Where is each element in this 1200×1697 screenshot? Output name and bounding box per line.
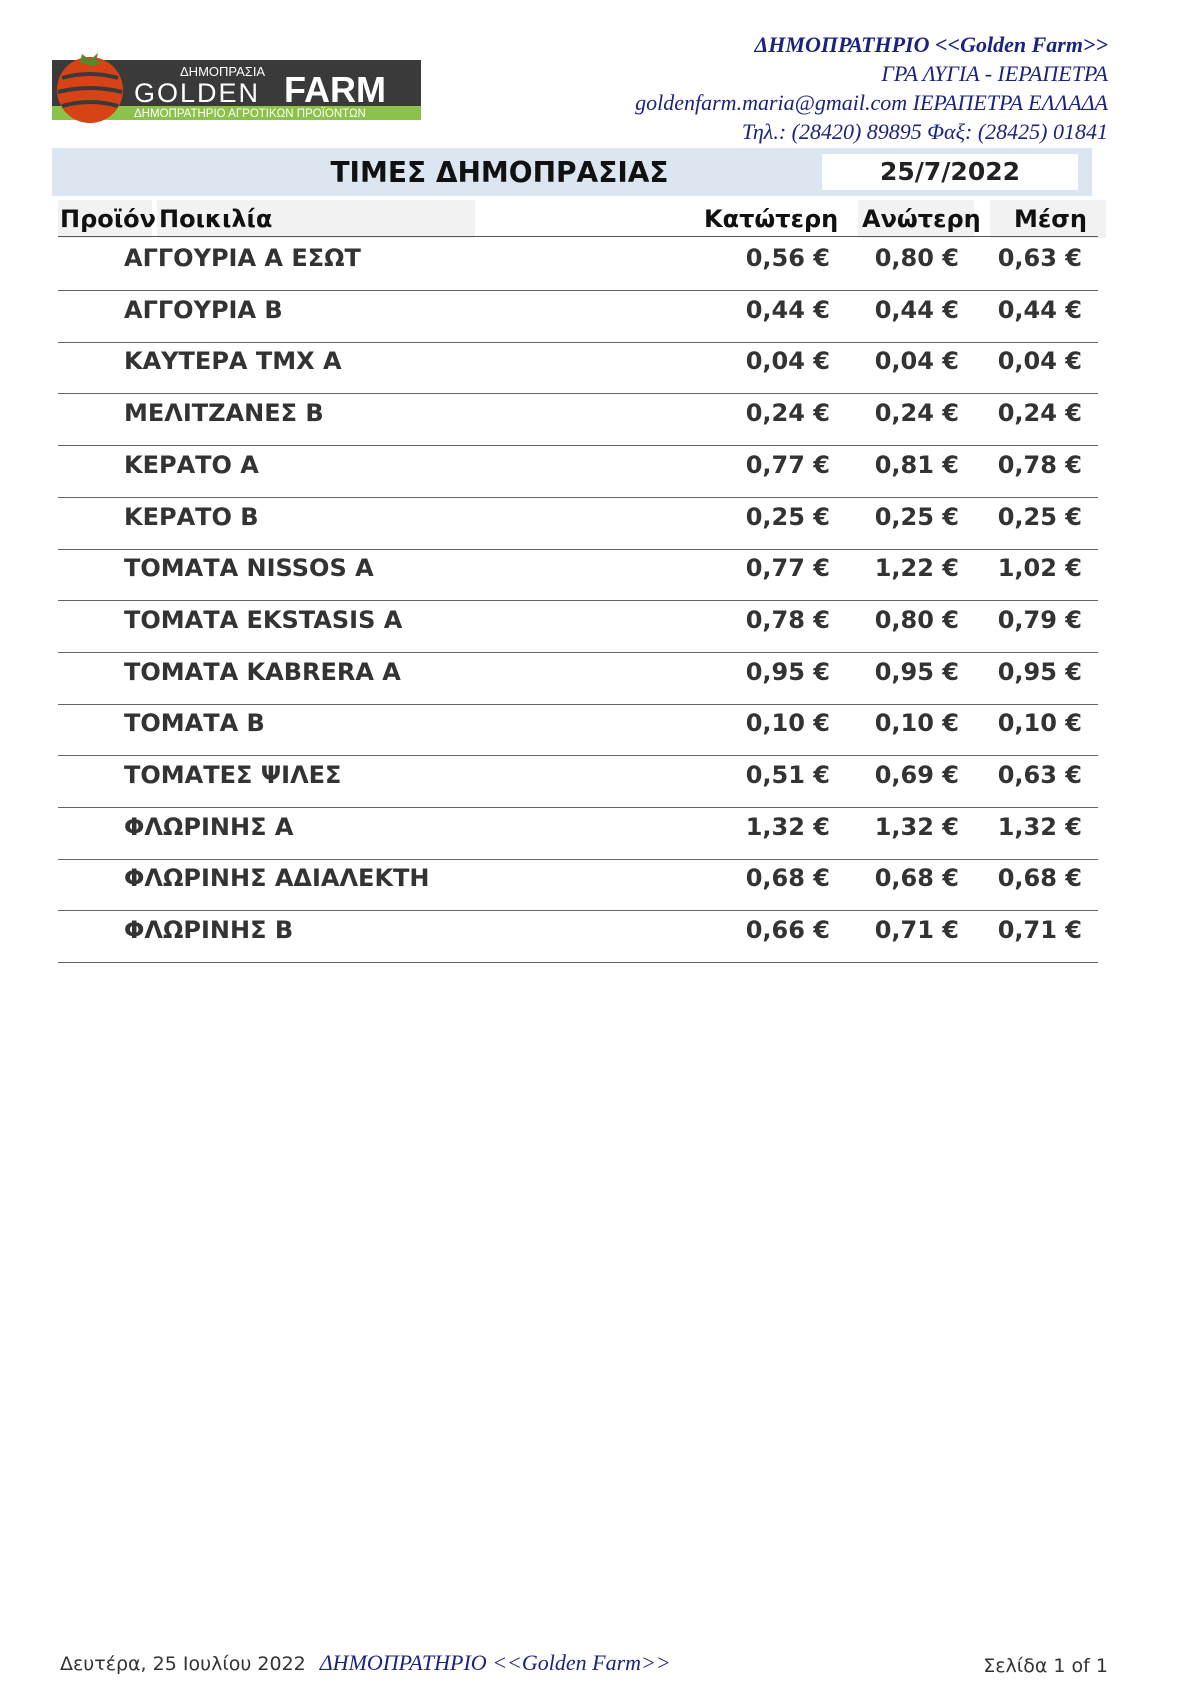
table-row (58, 807, 1098, 860)
price-low: 0,95 € (745, 657, 830, 686)
table-row (58, 290, 1098, 343)
col-header-product: Προϊόν (58, 200, 152, 238)
logo-top-text: ΔΗΜΟΠΡΑΣΙΑ (180, 64, 266, 79)
logo-brand-farm: FARM (284, 69, 386, 110)
product-name: ΦΛΩΡΙΝΗΣ ΑΔΙΑΛΕΚΤΗ (124, 864, 430, 893)
price-low: 0,68 € (745, 864, 830, 893)
table-row (58, 341, 1098, 394)
footer-date: Δευτέρα, 25 Ιουλίου 2022 (60, 1653, 306, 1675)
price-high: 0,25 € (874, 502, 959, 531)
tomato-logo-icon (52, 48, 421, 124)
product-name: ΑΓΓΟΥΡΙΑ Β (124, 295, 283, 324)
price-avg: 0,24 € (997, 399, 1082, 428)
phone-line: Τηλ.: (28420) 89895 Φαξ: (28425) 01841 (741, 119, 1108, 144)
table-row (58, 910, 1098, 963)
price-low: 0,77 € (745, 450, 830, 479)
golden-farm-logo (52, 48, 421, 124)
price-avg: 0,25 € (997, 502, 1082, 531)
price-high: 1,22 € (874, 554, 959, 583)
price-high: 0,95 € (874, 657, 959, 686)
email-line: goldenfarm.maria@gmail.com ΙΕΡΑΠΕΤΡΑ ΕΛΛΑΔΑ (635, 90, 1108, 115)
price-low: 0,25 € (745, 502, 830, 531)
product-name: ΤΟΜΑΤΕΣ ΨΙΛΕΣ (124, 761, 342, 789)
table-row (58, 600, 1098, 653)
price-low: 0,10 € (745, 709, 830, 738)
product-name: ΚΑΥΤΕΡΑ ΤΜΧ Α (124, 347, 342, 376)
product-name: ΦΛΩΡΙΝΗΣ Α (124, 812, 294, 841)
price-low: 0,66 € (745, 916, 830, 945)
price-high: 1,32 € (874, 812, 959, 841)
logo-brand-golden: GOLDEN (134, 78, 261, 108)
footer-title: ΔΗΜΟΠΡΑΤΗΡΙΟ <<Golden Farm>> (319, 1650, 671, 1675)
price-low: 1,32 € (745, 812, 830, 841)
table-row (58, 497, 1098, 550)
address-line: ΓΡΑ ΛΥΓΙΑ - ΙΕΡΑΠΕΤΡΑ (881, 61, 1108, 86)
col-header-variety: Ποικιλία (157, 200, 475, 238)
title-band (52, 148, 1092, 196)
table-row (58, 548, 1098, 601)
price-avg: 0,63 € (997, 761, 1082, 789)
logo-subtitle: ΔΗΜΟΠΡΑΤΗΡΙΟ ΑΓΡΟΤΙΚΩΝ ΠΡΟΪΟΝΤΩΝ (134, 108, 366, 120)
price-low: 0,44 € (745, 295, 830, 324)
price-high: 0,10 € (874, 709, 959, 738)
report-title: ΤΙΜΕΣ ΔΗΜΟΠΡΑΣΙΑΣ (330, 156, 669, 189)
col-header-high: Ανώτερη (858, 200, 974, 238)
price-avg: 0,44 € (997, 295, 1082, 324)
price-avg: 0,63 € (997, 244, 1082, 272)
price-avg: 0,78 € (997, 450, 1082, 479)
col-header-avg: Μέση (990, 200, 1106, 238)
contact-block (635, 30, 1108, 146)
table-row (58, 445, 1098, 498)
price-low: 0,04 € (745, 347, 830, 376)
product-name: ΤΟΜΑΤΑ KABRERA Α (124, 657, 401, 686)
table-row (58, 238, 1098, 291)
price-low: 0,51 € (745, 761, 830, 789)
price-low: 0,56 € (745, 244, 830, 272)
price-high: 0,68 € (874, 864, 959, 893)
product-name: ΚΕΡΑΤΟ Α (124, 450, 259, 479)
table-row (58, 652, 1098, 705)
price-high: 0,69 € (874, 761, 959, 789)
table-row (58, 755, 1098, 808)
price-avg: 0,95 € (997, 657, 1082, 686)
price-high: 0,04 € (874, 347, 959, 376)
price-avg: 1,32 € (997, 812, 1082, 841)
col-header-low: Κατώτερη (700, 200, 834, 238)
price-low: 0,77 € (745, 554, 830, 583)
table-row (58, 858, 1098, 911)
price-high: 0,80 € (874, 244, 959, 272)
page-number: Σελίδα 1 of 1 (983, 1655, 1108, 1677)
price-high: 0,81 € (874, 450, 959, 479)
product-name: ΚΕΡΑΤΟ Β (124, 502, 259, 531)
price-high: 0,24 € (874, 399, 959, 428)
report-date: 25/7/2022 (822, 154, 1078, 190)
company-name: ΔΗΜΟΠΡΑΤΗΡΙΟ <<Golden Farm>> (754, 32, 1108, 57)
table-row (58, 703, 1098, 756)
header-divider (58, 236, 1098, 237)
price-low: 0,78 € (745, 605, 830, 634)
product-name: ΦΛΩΡΙΝΗΣ Β (124, 916, 294, 945)
price-high: 0,71 € (874, 916, 959, 945)
table-row (58, 393, 1098, 446)
price-high: 0,44 € (874, 295, 959, 324)
product-name: ΤΟΜΑΤΑ Β (124, 709, 265, 738)
price-avg: 0,79 € (997, 605, 1082, 634)
price-avg: 0,04 € (997, 347, 1082, 376)
product-name: ΤΟΜΑΤΑ EKSTASIS Α (124, 605, 403, 634)
price-avg: 0,71 € (997, 916, 1082, 945)
price-low: 0,24 € (745, 399, 830, 428)
footer-left (60, 1650, 671, 1676)
price-avg: 1,02 € (997, 554, 1082, 583)
product-name: ΜΕΛΙΤΖΑΝΕΣ Β (124, 399, 324, 428)
product-name: ΤΟΜΑΤΑ NISSOS Α (124, 554, 374, 583)
product-name: ΑΓΓΟΥΡΙΑ Α ΕΣΩΤ (124, 244, 361, 272)
price-high: 0,80 € (874, 605, 959, 634)
price-avg: 0,68 € (997, 864, 1082, 893)
price-avg: 0,10 € (997, 709, 1082, 738)
